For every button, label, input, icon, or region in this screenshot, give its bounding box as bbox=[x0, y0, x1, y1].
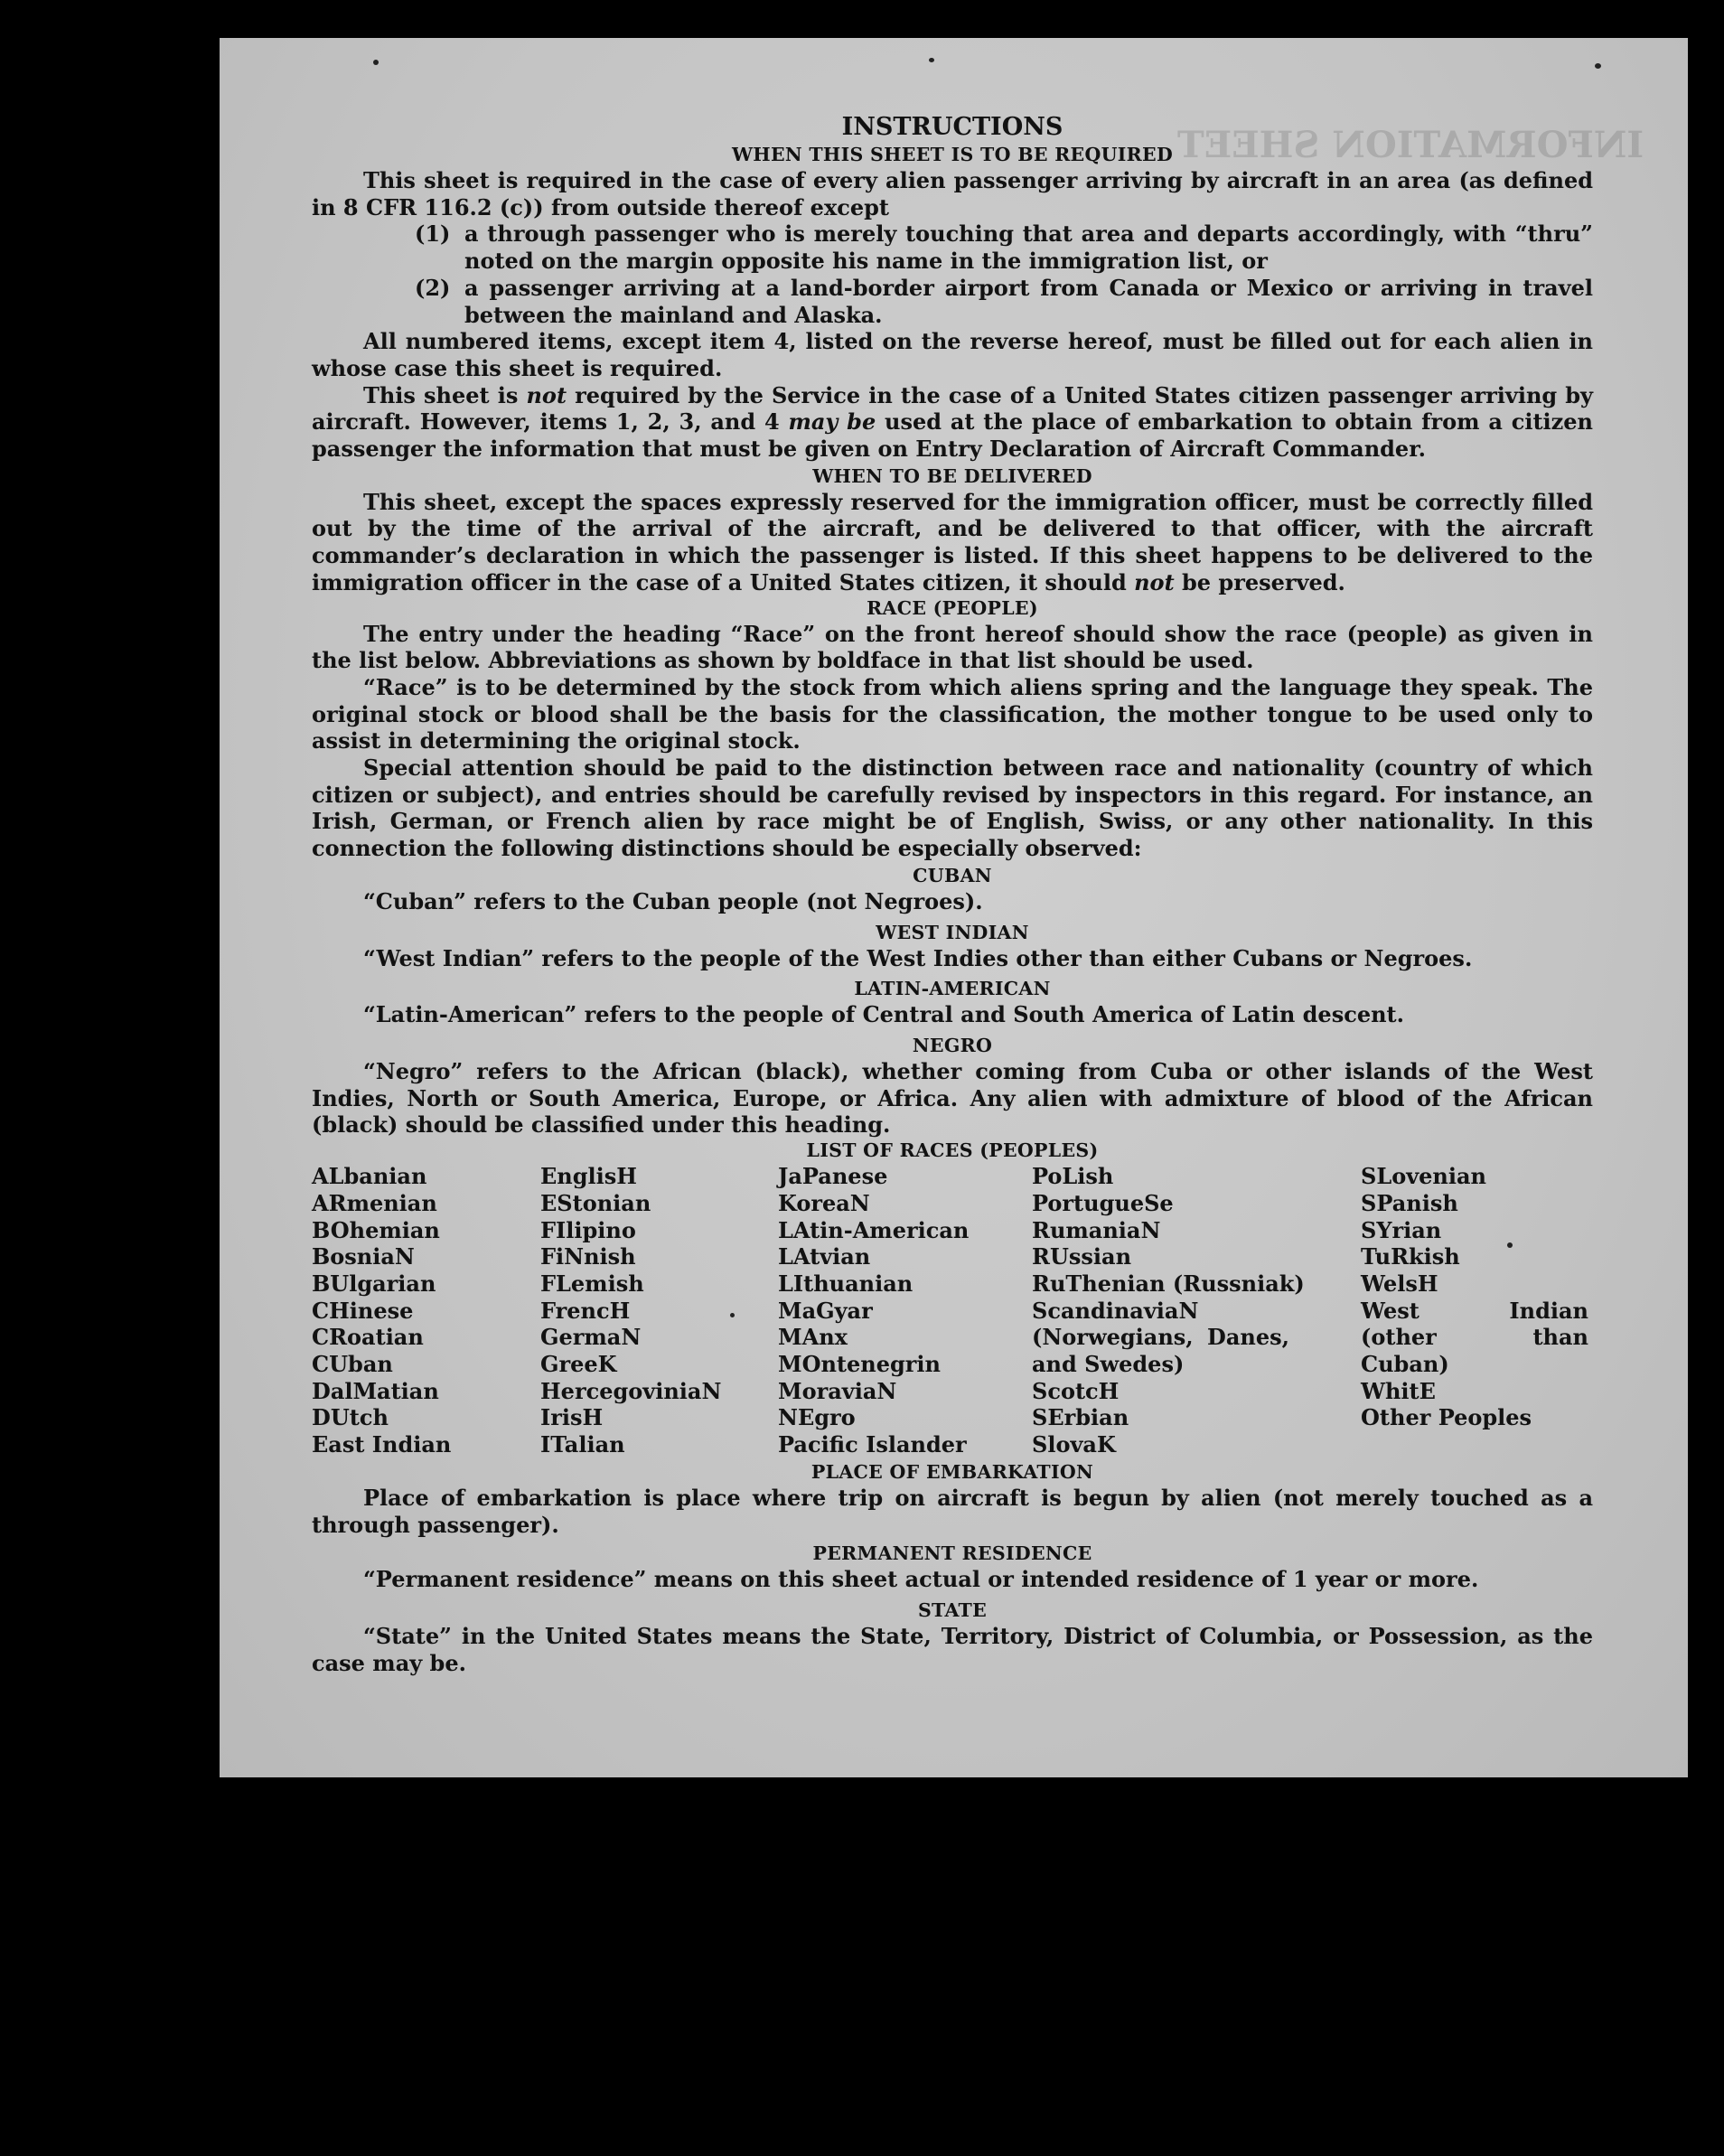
race-item: MOntenegrin bbox=[778, 1351, 941, 1378]
paragraph-state: “State” in the United States means the State, Territory, District of Columbia, or Possession, as the case may be. bbox=[312, 1622, 1593, 1676]
race-item: WhitE bbox=[1361, 1377, 1436, 1404]
section-heading-state: STATE bbox=[917, 1598, 988, 1621]
paragraph-race-stock: “Race” is to be determined by the stock from which aliens spring and the language they speak. The original stock or blood shall be the basis for the classification, the mother tongue to be used only to assist in determining the original stock. bbox=[312, 673, 1593, 755]
race-item: PoLish bbox=[1032, 1163, 1114, 1190]
race-item: SYrian bbox=[1361, 1216, 1442, 1243]
races-column-5 bbox=[1361, 1163, 1593, 1458]
race-item: ALbanian bbox=[312, 1163, 427, 1190]
races-column-2 bbox=[540, 1163, 778, 1458]
item-number: (1) bbox=[415, 220, 451, 248]
ink-speck bbox=[1595, 63, 1601, 69]
paragraph-citizen: This sheet is not required by the Service in the case of a United States citizen passenger arriving by aircraft. However, items 1, 2, 3, and 4 may be used at the place of embarkation to obtain from a citizen passenger the information that must be given on Entry Declaration of Aircraft Commander. bbox=[312, 381, 1594, 463]
race-item: GermaN bbox=[540, 1324, 642, 1351]
paragraph-latin-american: “Latin-American” refers to the people of Central and South America of Latin descent. bbox=[363, 1001, 1404, 1028]
race-item: MoraviaN bbox=[778, 1377, 897, 1404]
race-item: BOhemian bbox=[312, 1216, 440, 1243]
paragraph-cuban: “Cuban” refers to the Cuban people (not Negroes). bbox=[363, 887, 983, 914]
race-item: MAnx bbox=[778, 1324, 848, 1351]
race-item: CHinese bbox=[312, 1297, 414, 1324]
race-item: CUban bbox=[312, 1351, 393, 1378]
race-item: BUlgarian bbox=[312, 1270, 436, 1297]
section-heading-west-indian: WEST INDIAN bbox=[876, 921, 1029, 943]
race-item: FrencH bbox=[540, 1297, 631, 1324]
race-item: CRoatian bbox=[312, 1324, 424, 1351]
race-item: PortugueSe bbox=[1032, 1189, 1174, 1216]
paragraph-race-nationality: Special attention should be paid to the distinction between race and nationality (country of which citizen or subject), and entries should be carefully revised by inspectors in this regard. For instance, an Irish, German, or French alien by race might be of English, Swiss, or any other nationality. In this connection the following distinctions should be especially observed: bbox=[312, 755, 1593, 862]
race-item: RUssian bbox=[1032, 1243, 1132, 1270]
race-item: SLovenian bbox=[1361, 1163, 1486, 1190]
race-item: GreeK bbox=[540, 1351, 617, 1378]
item-text: a passenger arriving at a land-border airport from Canada or Mexico or arriving in travel between the mainland and Alaska. bbox=[464, 274, 1593, 328]
race-item: Pacific Islander bbox=[778, 1431, 967, 1458]
paragraph-residence: “Permanent residence” means on this sheet actual or intended residence of 1 year or more. bbox=[363, 1566, 1479, 1593]
exception-item bbox=[312, 275, 1593, 328]
race-item: HercegoviniaN bbox=[540, 1377, 722, 1404]
paragraph-west-indian: “West Indian” refers to the people of the West Indies other than either Cubans or Negroes. bbox=[363, 944, 1473, 971]
race-item: BosniaN bbox=[312, 1243, 415, 1270]
race-item: RumaniaN bbox=[1032, 1216, 1161, 1243]
paragraph-requirement: This sheet is required in the case of every alien passenger arriving by aircraft in an area (as defined in 8 CFR 116.2 (c)) from outside thereof except bbox=[312, 167, 1593, 220]
section-heading-embarkation: PLACE OF EMBARKATION bbox=[810, 1460, 1094, 1483]
section-heading-race: RACE (PEOPLE) bbox=[867, 596, 1038, 619]
race-item: SErbian bbox=[1032, 1404, 1129, 1431]
paragraph-negro: “Negro” refers to the African (black), whether coming from Cuba or other islands of the West Indies, North or South America, Europe, or Africa. Any alien with admixture of blood of the African (black) should be classified under this heading. bbox=[312, 1057, 1593, 1139]
race-item: ScandinaviaN (Norwegians, Danes, and Swedes) bbox=[1032, 1297, 1289, 1378]
race-item: JaPanese bbox=[778, 1163, 888, 1190]
bleed-through-text: INFORMATION SHEET bbox=[1177, 124, 1644, 166]
race-item: TuRkish bbox=[1361, 1243, 1460, 1270]
ink-speck bbox=[929, 58, 934, 62]
section-heading-negro: NEGRO bbox=[912, 1034, 993, 1056]
section-heading-latin-american: LATIN-AMERICAN bbox=[854, 978, 1051, 1000]
races-column-4 bbox=[1032, 1163, 1361, 1458]
exception-item bbox=[312, 220, 1593, 274]
race-item: KoreaN bbox=[778, 1189, 870, 1216]
race-item: DUtch bbox=[312, 1404, 389, 1431]
race-item: Other Peoples bbox=[1361, 1404, 1532, 1431]
race-item: SPanish bbox=[1361, 1189, 1458, 1216]
race-item: ARmenian bbox=[312, 1189, 437, 1216]
paragraph-delivery: This sheet, except the spaces expressly reserved for the immigration officer, must be correctly filled out by the time of the arrival of the aircraft, and be delivered to that officer, with the aircraft commander’s declaration in which the passenger is listed. If this sheet happens to be delivered to the immigration officer in the case of a United States citizen, it should not be preserved. bbox=[312, 488, 1593, 595]
item-text: a through passenger who is merely touching that area and departs accordingly, with “thru” noted on the margin opposite his name in the immigration list, or bbox=[464, 220, 1593, 275]
races-column-3 bbox=[778, 1163, 1032, 1458]
race-item: NEgro bbox=[778, 1404, 856, 1431]
race-item: ScotcH bbox=[1032, 1377, 1120, 1404]
section-heading-when-delivered: WHEN TO BE DELIVERED bbox=[812, 464, 1092, 487]
race-item: DalMatian bbox=[312, 1377, 439, 1404]
race-item: FIlipino bbox=[540, 1216, 636, 1243]
race-item: IrisH bbox=[540, 1404, 604, 1431]
race-item: East Indian bbox=[312, 1431, 452, 1458]
section-heading-list-of-races: LIST OF RACES (PEOPLES) bbox=[806, 1139, 1099, 1162]
race-item: EnglisH bbox=[540, 1163, 637, 1190]
section-heading-when-required: WHEN THIS SHEET IS TO BE REQUIRED bbox=[731, 144, 1174, 165]
page-title: INSTRUCTIONS bbox=[841, 113, 1063, 141]
race-item: RuThenian (Russniak) bbox=[1032, 1270, 1305, 1297]
races-list bbox=[312, 1163, 1593, 1458]
paragraph-numbered-items: All numbered items, except item 4, listed on the reverse hereof, must be filled out for each alien in whose case this sheet is required. bbox=[312, 328, 1593, 381]
document-page bbox=[220, 38, 1688, 1777]
race-item: MaGyar bbox=[778, 1297, 873, 1324]
race-item: LAtvian bbox=[778, 1243, 871, 1270]
section-heading-residence: PERMANENT RESIDENCE bbox=[812, 1542, 1092, 1565]
race-item: ITalian bbox=[540, 1431, 625, 1458]
section-heading-cuban: CUBAN bbox=[913, 864, 992, 886]
races-column-1 bbox=[312, 1163, 540, 1458]
race-item: LIthuanian bbox=[778, 1270, 914, 1297]
race-item: FiNnish bbox=[540, 1243, 636, 1270]
race-item: SlovaK bbox=[1032, 1431, 1116, 1458]
instructions-body bbox=[312, 113, 1593, 1676]
race-item: LAtin-American bbox=[778, 1216, 970, 1243]
race-item: FLemish bbox=[540, 1270, 644, 1297]
paragraph-embarkation: Place of embarkation is place where trip on aircraft is begun by alien (not merely touched as a through passenger). bbox=[312, 1484, 1593, 1538]
paragraph-race-entry: The entry under the heading “Race” on the front hereof should show the race (people) as given in the list below. Abbreviations as shown by boldface in that list should be used. bbox=[312, 620, 1593, 674]
race-item: WelsH bbox=[1361, 1270, 1438, 1297]
item-number: (2) bbox=[415, 274, 451, 301]
race-item: EStonian bbox=[540, 1189, 651, 1216]
ink-speck bbox=[373, 60, 379, 65]
race-item: West Indian (other than Cuban) bbox=[1361, 1297, 1588, 1378]
